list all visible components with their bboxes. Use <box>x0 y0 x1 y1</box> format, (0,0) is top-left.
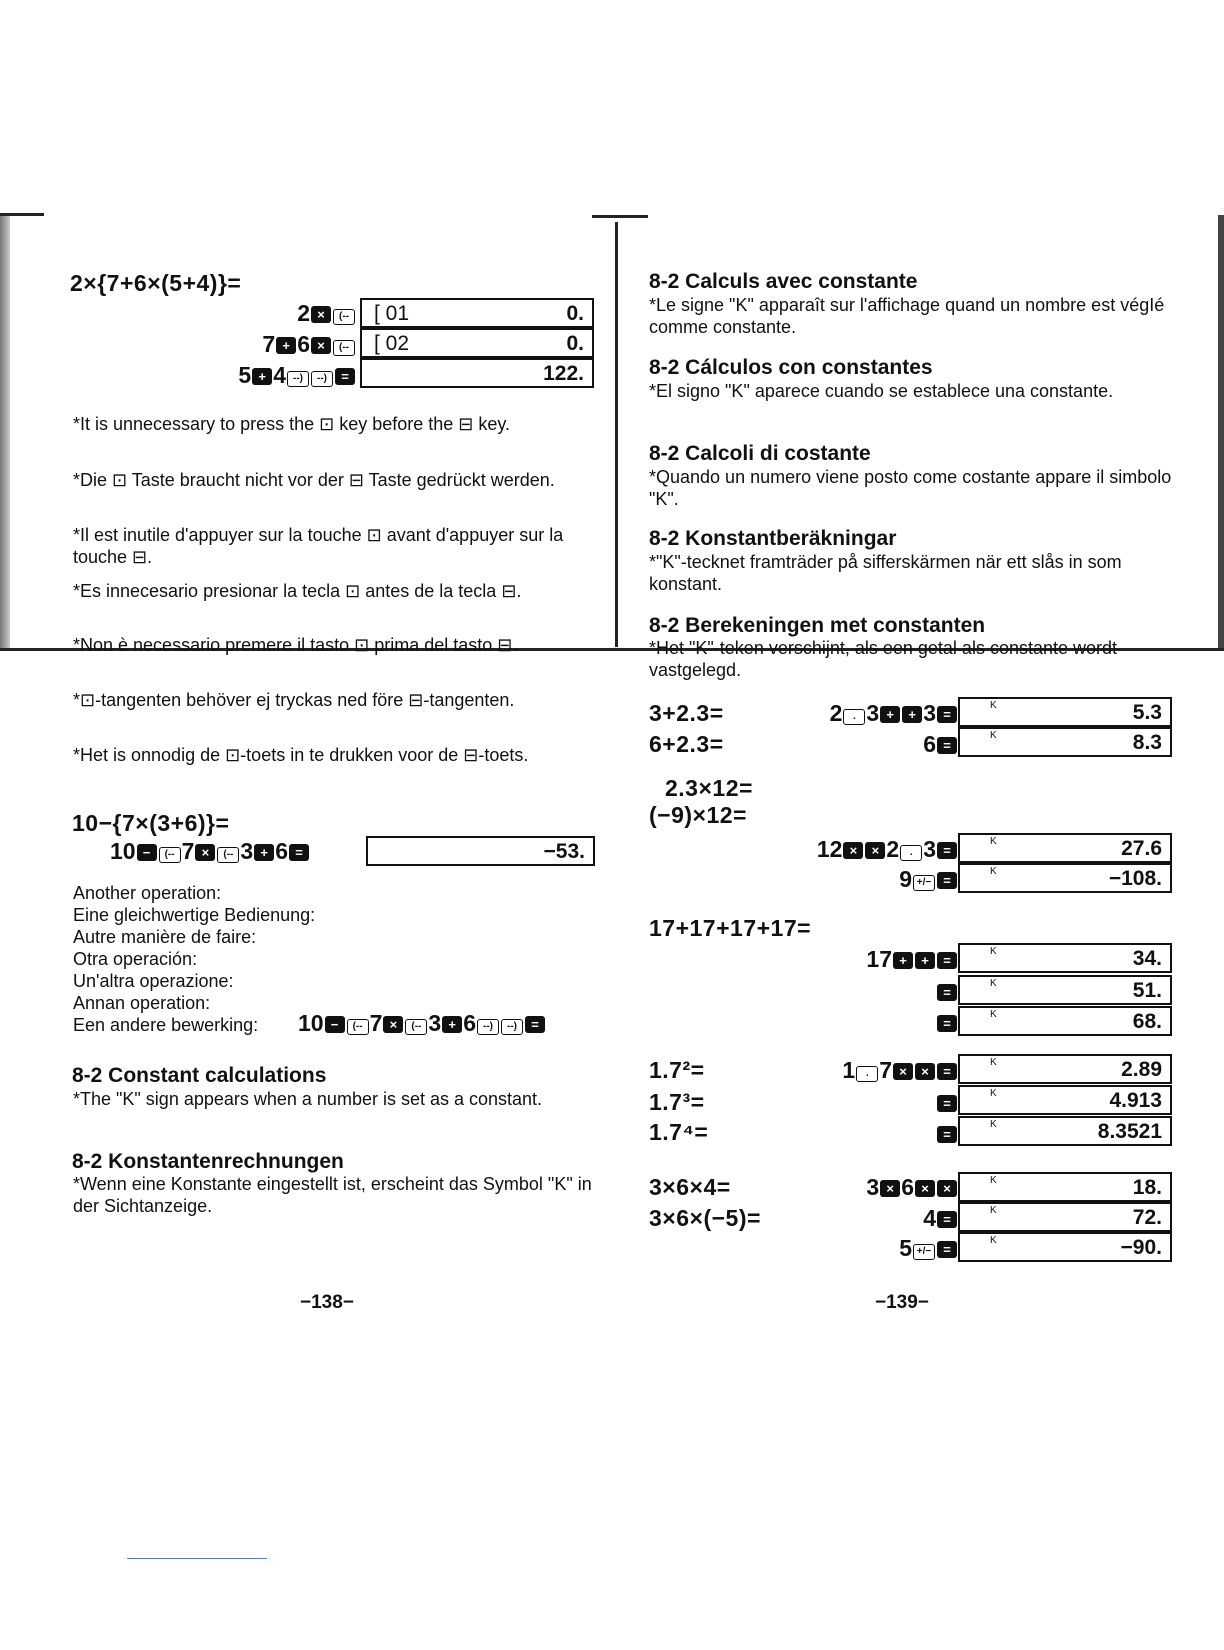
calc-key: = <box>937 842 957 859</box>
calc-key: = <box>335 368 355 385</box>
calc-key: +/− <box>913 1244 935 1260</box>
calculator-display <box>360 298 594 328</box>
calculator-display <box>958 863 1172 893</box>
key-digits: 17 <box>866 946 892 972</box>
key-digits: 6 <box>901 1174 914 1200</box>
key-digits: 3 <box>240 838 254 864</box>
k-indicator: K <box>990 946 997 957</box>
calc-key: × <box>311 306 331 323</box>
display-label: [ 02 <box>374 332 410 355</box>
calc-key: + <box>252 368 272 385</box>
k-indicator: K <box>990 1009 997 1020</box>
calc-key: − <box>137 844 157 861</box>
section-title: 8-2 Berekeningen met constanten <box>649 614 986 637</box>
calc-key: . <box>900 845 922 861</box>
another-line: Eine gleichwertige Bedienung: <box>73 905 316 925</box>
k-indicator: K <box>990 866 997 877</box>
display-value: −53. <box>543 840 585 863</box>
key-sequence <box>936 1089 958 1116</box>
calc-key: . <box>856 1066 878 1082</box>
expression: 3×6×4= <box>649 1174 731 1200</box>
note: *⊡-tangenten behöver ej tryckas ned före ⊟-tangenten. <box>73 690 515 710</box>
expression: 1.7²= <box>649 1057 705 1083</box>
calc-key: --) <box>311 371 333 387</box>
calc-key: --) <box>477 1019 499 1035</box>
section-title: 8-2 Konstantenrechnungen <box>72 1150 344 1173</box>
calc-key: × <box>865 842 885 859</box>
calc-key: --) <box>501 1019 523 1035</box>
key-sequence <box>899 1235 958 1262</box>
expression: 17+17+17+17= <box>649 915 812 941</box>
section-text: *Quando un numero viene posto come costante appare il simbolo "K". <box>649 467 1172 509</box>
key-digits: 4 <box>923 1205 936 1231</box>
calculator-display <box>958 1172 1172 1202</box>
note: *Il est inutile d'appuyer sur la touche ⊡ avant d'appuyer sur la touche ⊟. <box>73 525 564 567</box>
key-digits: 7 <box>181 838 195 864</box>
section-title: 8-2 Calculs avec constante <box>649 270 918 293</box>
key-sequence <box>923 731 958 758</box>
key-digits: 3 <box>923 836 936 862</box>
display-value: 68. <box>1132 1010 1162 1033</box>
calculator-display <box>360 328 594 358</box>
section-title: 8-2 Konstantberäkningar <box>649 527 897 550</box>
k-indicator: K <box>990 700 997 711</box>
calculator-display <box>958 697 1172 727</box>
another-line: Annan operation: <box>73 993 211 1013</box>
calc-key: × <box>893 1063 913 1080</box>
calc-key: (-- <box>159 847 181 863</box>
calc-key: × <box>843 842 863 859</box>
calc-key: × <box>937 1180 957 1197</box>
right-page <box>617 0 1224 1650</box>
calc-key: = <box>937 952 957 969</box>
calc-key: + <box>276 337 296 354</box>
key-sequence <box>866 946 958 973</box>
calculator-display <box>958 833 1172 863</box>
key-digits: 5 <box>238 362 252 388</box>
calc-key: (-- <box>405 1019 427 1035</box>
display-value: −90. <box>1120 1236 1162 1259</box>
calculator-display <box>958 1232 1172 1262</box>
key-sequence <box>936 978 958 1005</box>
calc-key: + <box>915 952 935 969</box>
key-digits: 10 <box>110 838 136 864</box>
section-text: *The "K" sign appears when a number is set as a constant. <box>73 1089 543 1109</box>
key-sequence <box>298 1010 546 1037</box>
display-value: 72. <box>1132 1206 1162 1229</box>
example2-expression: 10−{7×(3+6)}= <box>72 810 230 836</box>
key-digits: 7 <box>369 1010 383 1036</box>
k-indicator: K <box>990 836 997 847</box>
display-value: 27.6 <box>1121 837 1162 860</box>
section-title: 8-2 Calcoli di costante <box>649 442 871 465</box>
key-digits: 6 <box>923 731 936 757</box>
calculator-display <box>958 727 1172 757</box>
note: *It is unnecessary to press the ⊡ key before the ⊟ key. <box>73 414 511 434</box>
key-digits: 3 <box>866 700 880 726</box>
key-digits: 6 <box>275 838 288 864</box>
page-number: −138− <box>300 1292 354 1313</box>
note: *Die ⊡ Taste braucht nicht vor der ⊟ Taste gedrückt werden. <box>73 470 555 490</box>
key-digits: 12 <box>816 836 843 862</box>
another-line: Otra operación: <box>73 949 198 969</box>
calc-key: --) <box>287 371 309 387</box>
key-digits: 3 <box>866 1174 880 1200</box>
key-digits: 1 <box>842 1057 856 1083</box>
calc-key: = <box>937 1126 957 1143</box>
calc-key: + <box>893 952 913 969</box>
key-digits: 2 <box>886 836 900 862</box>
key-digits: 7 <box>879 1057 892 1083</box>
section-title: 8-2 Constant calculations <box>72 1064 327 1087</box>
calc-key: (-- <box>333 309 355 325</box>
expression: 3×6×(−5)= <box>649 1205 761 1231</box>
calc-key: = <box>937 737 957 754</box>
calc-key: × <box>311 337 331 354</box>
calc-key: = <box>937 706 957 723</box>
key-sequence <box>842 1057 958 1084</box>
calc-key: +/− <box>913 875 935 891</box>
calc-key: = <box>937 1063 957 1080</box>
expression: (−9)×12= <box>649 802 747 828</box>
display-value: 4.913 <box>1109 1089 1162 1112</box>
calculator-display <box>958 1116 1172 1146</box>
section-text: *Het "K"-teken verschijnt, als een getal als constante wordt vastgelegd. <box>649 638 1118 680</box>
display-value: 0. <box>566 332 584 355</box>
calculator-display <box>366 836 595 866</box>
display-value: 8.3 <box>1132 731 1162 754</box>
k-indicator: K <box>990 1057 997 1068</box>
key-digits: 2 <box>829 700 843 726</box>
k-indicator: K <box>990 730 997 741</box>
calc-key: + <box>902 706 922 723</box>
calc-key: . <box>843 709 865 725</box>
calc-key: × <box>915 1063 935 1080</box>
calculator-display <box>958 943 1172 973</box>
calc-key: = <box>937 1211 957 1228</box>
key-sequence <box>866 1174 958 1201</box>
display-value: 5.3 <box>1132 701 1162 724</box>
section-text: *El signo "K" aparece cuando se establece una constante. <box>649 381 1114 401</box>
expression: 3+2.3= <box>649 700 724 726</box>
k-indicator: K <box>990 978 997 989</box>
key-digits: 5 <box>899 1235 912 1261</box>
key-sequence <box>830 700 958 727</box>
k-indicator: K <box>990 1205 997 1216</box>
calculator-display <box>958 1054 1172 1084</box>
display-label: [ 01 <box>374 302 410 325</box>
expression: 1.7⁴= <box>649 1119 709 1145</box>
calc-key: × <box>195 844 215 861</box>
key-digits: 3 <box>428 1010 442 1036</box>
key-digits: 4 <box>273 362 286 388</box>
another-line: Another operation: <box>73 883 222 903</box>
calculator-display <box>958 975 1172 1005</box>
calculator-display <box>958 1006 1172 1036</box>
key-digits: 10 <box>298 1010 324 1036</box>
key-sequence <box>238 362 356 389</box>
key-sequence <box>936 1009 958 1036</box>
calc-key: = <box>937 1015 957 1032</box>
calc-key: × <box>880 1180 900 1197</box>
key-digits: 9 <box>899 866 912 892</box>
display-value: 51. <box>1132 979 1162 1002</box>
calc-key: + <box>880 706 900 723</box>
key-digits: 6 <box>297 331 310 357</box>
calc-key: = <box>937 984 957 1001</box>
another-line: Een andere bewerking: <box>73 1015 259 1035</box>
expression: 1.7³= <box>649 1089 705 1115</box>
k-indicator: K <box>990 1119 997 1130</box>
calc-key: × <box>383 1016 403 1033</box>
display-value: 0. <box>566 302 584 325</box>
example1-expression: 2×{7+6×(5+4)}= <box>70 270 242 296</box>
key-digits: 2 <box>297 300 310 326</box>
calculator-display <box>958 1202 1172 1232</box>
key-sequence <box>110 838 310 865</box>
calc-key: (-- <box>347 1019 369 1035</box>
k-indicator: K <box>990 1235 997 1246</box>
display-value: −108. <box>1108 867 1162 890</box>
key-sequence <box>923 1205 958 1232</box>
display-value: 34. <box>1132 947 1162 970</box>
calc-key: (-- <box>217 847 239 863</box>
key-digits: 3 <box>923 700 936 726</box>
note: *Non è necessario premere il tasto ⊡ prima del tasto ⊟. <box>73 635 518 655</box>
display-value: 122. <box>543 362 584 385</box>
calc-key: = <box>937 872 957 889</box>
calc-key: = <box>525 1016 545 1033</box>
calc-key: + <box>254 844 274 861</box>
page-number: −139− <box>875 1292 929 1313</box>
key-sequence <box>297 300 356 327</box>
note: *Es innecesario presionar la tecla ⊡ antes de la tecla ⊟. <box>73 581 522 601</box>
key-sequence <box>899 866 958 893</box>
display-value: 18. <box>1132 1176 1162 1199</box>
key-digits: 6 <box>463 1010 476 1036</box>
key-sequence <box>262 331 356 358</box>
key-digits: 7 <box>262 331 276 357</box>
section-text: *Wenn eine Konstante eingestellt ist, erscheint das Symbol "K" in der Sichtanzeige. <box>73 1174 592 1216</box>
note: *Het is onnodig de ⊡-toets in te drukken voor de ⊟-toets. <box>73 745 529 765</box>
another-line: Autre manière de faire: <box>73 927 257 947</box>
calculator-display <box>958 1085 1172 1115</box>
calc-key: × <box>915 1180 935 1197</box>
expression: 2.3×12= <box>665 775 753 801</box>
expression: 6+2.3= <box>649 731 724 757</box>
key-sequence <box>936 1120 958 1147</box>
calculator-display <box>360 358 594 388</box>
calc-key: (-- <box>333 340 355 356</box>
key-sequence <box>817 836 958 863</box>
display-value: 2.89 <box>1121 1058 1162 1081</box>
calc-key: − <box>325 1016 345 1033</box>
k-indicator: K <box>990 1088 997 1099</box>
calc-key: = <box>289 844 309 861</box>
another-line: Un'altra operazione: <box>73 971 234 991</box>
display-value: 8.3521 <box>1097 1120 1162 1143</box>
section-text: *"K"-tecknet framträder på sifferskärmen när ett slås in som konstant. <box>649 552 1122 594</box>
calc-key: = <box>937 1241 957 1258</box>
calc-key: + <box>442 1016 462 1033</box>
k-indicator: K <box>990 1175 997 1186</box>
calc-key: = <box>937 1095 957 1112</box>
section-title: 8-2 Cálculos con constantes <box>649 356 933 379</box>
section-text: *Le signe "K" apparaît sur l'affichage quand un nombre est végIé comme constante. <box>649 295 1165 337</box>
